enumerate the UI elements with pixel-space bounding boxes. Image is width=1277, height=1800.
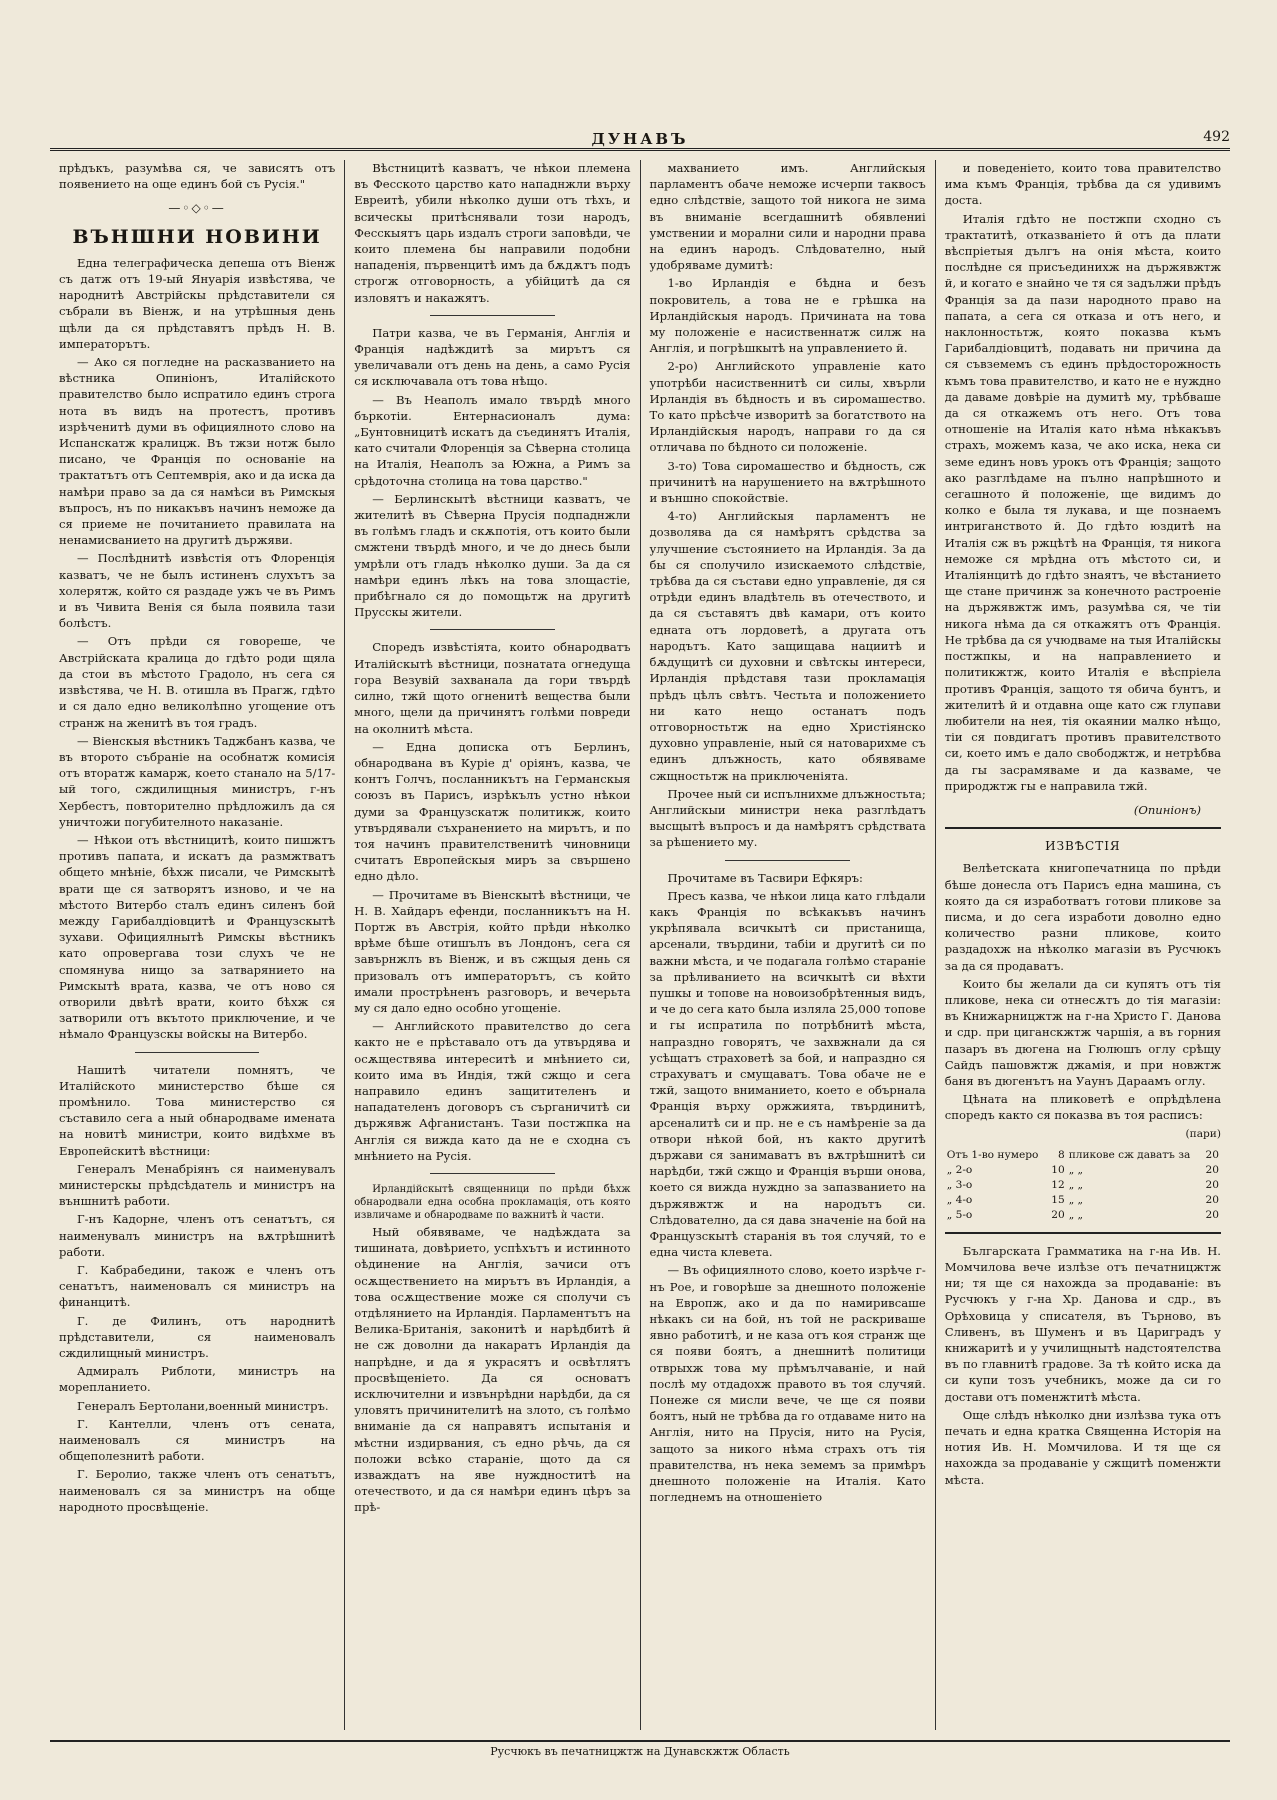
article-paragraph: — Нѣкои отъ вѣстницитѣ, които пишжтъ противъ папата, и искатъ да размжтватъ общето мнѣніе, бѣхж писали, че Римскытѣ врати ще ся затворятъ изново, и че на мѣстото Витербо сталъ единъ силенъ бой между Гарибалдіовцитѣ и Французскытѣ зухави. Официялнытѣ Римскы вѣстникъ като опровергава този слухъ че не спомянува нищо за затварянието на Римскытѣ врата, казва, че отъ ново ся отворили двѣтѣ врати, които бѣхж ся затворили отъ вкътото приключение, и че нѣмало Французскы войскы на Витербо.: [59, 832, 336, 1042]
article-paragraph: — Послѣднитѣ извѣстія отъ Флоренція казватъ, че не былъ истиненъ слухътъ за холерятж, който ся раздаде ужъ че въ Римъ и въ Чивита Венія ся была появила тази болѣстъ.: [59, 551, 336, 631]
column-2: [344, 160, 639, 1730]
article-intro: Прочитаме въ Тасвири Ефкяръ:: [667, 870, 863, 885]
article-paragraph: 4-то) Английскыя парламентъ не дозволява да ся намѣрятъ срѣдства за улучшение състоянието на Ирландія. За да бы ся сполучило изискаемото слѣдствіе, трѣбва да ся състави едно управленіе, дя ся отрѣди единъ владѣтель въ отечеството, и да ся съставятъ двѣ камари, отъ които едната отъ лордоветѣ, а другата отъ народътъ. Като защищава нациитѣ и бѫдущитѣ си духовни и свѣтскы интереси, Ирландія прѣдставя тази прокламація прѣдъ цѣлъ свѣтъ. Честьта и положението ни като нещо останатъ подъ отговорностьтж на едно Христіянско духовно управленіе, ный ся натоварихме съ единъ длъжность, като обявяваме сжщностьтж на приключеніята.: [649, 509, 926, 783]
price-cell: „ „: [1068, 1208, 1084, 1221]
article-paragraph: — Ако ся погледне на расказванието на вѣстника Опиніонъ, Италійското правителство было испратило единъ строга нота въ видъ на протестъ, противъ изрѣченитѣ думи въ официялното слово на Испанскатж кралицж. Въ тжзи нотж было писано, че Франція по основаніе на трактатътъ отъ Септемврія, ако и да иска да намѣри право за да ся намѣси въ Римскыя въпросъ, нъ по никакъвъ начинъ неможе да ся приеме не почитанието правилата на ненамисванието на другитѣ държяви.: [59, 355, 336, 548]
price-cell: „ 2-о: [946, 1163, 973, 1176]
price-cell: Отъ 1-во нумеро: [946, 1148, 1039, 1161]
article-paragraph: Цѣната на пликоветѣ е опрѣдѣлена споредъ както ся показва въ тоя расписъ:: [944, 1092, 1221, 1123]
article-paragraph: 1-во Ирландія е бѣдна и безъ покровитель, а това не е грѣшка на Ирландійскыя народъ. Причината на това му положеніе е насиственнатж силж на Англія, и погрѣшкытѣ на управлението й.: [649, 276, 926, 356]
article-paragraph: — Отъ прѣди ся говореше, че Австрійската кралица до гдѣто роди щяла да стои въ мѣстото Градоло, нъ сега ся извѣстява, че Н. В. отишла въ Прагж, гдѣто и ся дало едно великолѣпно угощение отъ странж на женитѣ въ тоя градъ.: [59, 634, 336, 730]
article-paragraph: — Віенскыя вѣстникъ Таджбанъ казва, че въ второто събраніе на особнатж комисія отъ вторатж камарж, което станало на 5/17-ый того, сждилищныя министръ, г-нъ Хербестъ, повторително прѣдложилъ да ся уничтожи погубителното наказаніе.: [59, 733, 336, 829]
divider-thick: [945, 1232, 1221, 1234]
price-cell: „ „: [1068, 1178, 1084, 1191]
price-cell: пликове сж даватъ за: [1068, 1148, 1191, 1161]
price-cell: 15: [1051, 1193, 1065, 1206]
price-cell: 8: [1057, 1148, 1065, 1161]
divider: [430, 1173, 554, 1174]
price-unit: (пари): [1185, 1127, 1221, 1140]
price-cell: 20: [1205, 1148, 1219, 1161]
article-paragraph: Италія гдѣто не постжпи сходно съ трактатитѣ, отказваніето й отъ да плати вѣспріетыя дългъ на онія мѣста, които послѣдне ся присъединихж на държявжтж й, и когато е знайно че тя ся задължи прѣдъ Франція за да пази народното право на папата, а сега ся отказа и отъ него, и наклонностьтж, която показва къмъ Гарибалдіовцитѣ, подавать ни причина да ся съвземемъ съ единъ прѣдосторожность къмъ това правителство, и като не е нуждно да даваме довѣріе на думитѣ му, трѣбваше да ся откажемъ отъ него. Отъ това отношеніе на Италія като нѣма нѣкакъвъ страхъ, можемъ каза, че ако иска, нека си земе единъ новъ урокъ отъ Франція; защото ако разглѣдаме на пълно напрѣшното и сегашното й положеніе, ще видимъ до колко е была тя лукава, и ще познаемъ интриганството й. До гдѣто юздитѣ на Италія сж въ ржцѣтѣ на Франція, тя никога неможе ся мрѣдна отъ мѣстото си, и Италіянцитѣ до гдѣто знаятъ, че вѣстанието ще стане причинж за конечното растроеніе на държявжтж имъ, разумѣва ся, че тіи никога нѣма да ся откажятъ отъ Франція. Не трѣбва да ся учюдваме на тыя Италійскы постжпкы, и на направлението и политикжтж, които Италія е вѣспріела противъ Франція, защото тя обича бунтъ, и жителитѣ й и отдавна още като сж глупави любители на нея, тія окаянии малко нѣщо, тіи ся повдигатъ противъ правителството си, което имъ е дало свободжтж, и нетрѣбва да гы засрамяваме и да казваме, че природжтж гы е направила тжй.: [944, 211, 1221, 793]
page-number: 492: [1203, 129, 1230, 145]
article-paragraph: 3-то) Това сиромашество и бѣдность, сж причинитѣ на нарушението на вѫтрѣшното и външно спокойствіе.: [649, 458, 926, 506]
price-table: [945, 1148, 1221, 1223]
divider: [135, 1052, 259, 1053]
divider: [430, 629, 554, 630]
divider: [725, 860, 849, 861]
article-paragraph: Нашитѣ читатели помнятъ, че Италійското министерство бѣше ся промѣнило. Това министерство ся съставило сега а ный обнародваме имената на новитѣ министри, които видѣхме въ Европейскитѣ вѣстници:: [59, 1062, 336, 1158]
article-paragraph: Които бы желали да си купятъ отъ тія пликове, нека си отнесѫтъ до тія магазіи: въ Книжарницжтж на г-на Христо Г. Данова и сдр. при циганскжтж чаршія, а въ горния пазаръ въ дюгена на Гюлюшъ оглу срѣщу Сайдъ пашовжтж джамія, и при новжтж баня въ дюгенътъ на Уаунъ Дараамъ оглу.: [944, 976, 1221, 1088]
ornament-divider: —◦◇◦—: [168, 201, 226, 216]
article-paragraph: — Берлинскытѣ вѣстници казватъ, че жителитѣ въ Сѣверна Прусія подпаднжли въ голѣмъ гладъ и скѫпотія, отъ които были смжтени твърдѣ много, и че до днесь были умрѣли отъ гладъ нѣколко души. За да ся намѣри единъ лѣкъ на това злощастіе, прибѣгнало ся до помощьтж на другитѣ Прусскы жители.: [354, 491, 631, 620]
columns: [50, 160, 1230, 1730]
price-row: [945, 1148, 1221, 1163]
article-paragraph: Още слѣдъ нѣколко дни излѣзва тука отъ печать и една кратка Священна Исторія на нотия Ив. Н. Момчилова. И тя ще ся нахожда за продаваніе у сжщитѣ поменжти мѣста.: [944, 1407, 1221, 1487]
article-paragraph: — Прочитаме въ Віенскытѣ вѣстници, че Н. В. Хайдаръ ефенди, посланникътъ на Н. Портж въ Австрія, който прѣди нѣколко врѣме бѣше отишълъ въ Лондонъ, сега ся завърнжлъ въ Віенж, и въ сжщыя день ся призовалъ отъ императорътъ, съ който имали прострѣненъ разговоръ, и вечерьта му ся дало едно особно угощеніе.: [354, 887, 631, 1015]
divider: [430, 315, 554, 316]
article-paragraph: Ный обявяваме, че надѣждата за тишината, довѣрието, успѣхътъ и истинното оѣдинение на Англія, зачиси отъ осѫществението на мирътъ въ Ирландія, а това осѫществение може ся сполучи съ отдѣлянието на Ирландія. Парламентътъ на Велика-Британія, законитѣ и нарѣдбитѣ й не сж доволни да накаратъ Ирландія да напрѣдне, и да я украсятъ и освѣтлятъ просвѣщеніето. Да ся основатъ исключителни и извънрѣдни нарѣдби, да ся уловятъ причинителитѣ на злото, съ голѣмо вниманіе да ся направятъ испытанія и мѣстни издирвания, съ едно рѣчь, да ся положи всѣко стараніе, щото да ся изваждатъ на яве нуждноститѣ на отечеството, и да ся намѣри единъ цѣръ за прѣ-: [354, 1224, 631, 1515]
column-3: [640, 160, 935, 1730]
source-signature: (Опиніонъ): [1133, 802, 1201, 817]
article-paragraph: Една телеграфическа депеша отъ Віенж съ датж отъ 19-ый Януарія извѣстява, че народнитѣ Австрійскы прѣдставители ся събрали въ Віенж, и на утрѣшныя день щѣли да ся прѣдставятъ прѣдъ Н. В. императорътъ.: [59, 255, 336, 351]
article-paragraph: Генералъ Менабріянъ ся наименувалъ министерскы прѣдсѣдатель и министръ на външнитѣ работи.: [59, 1161, 336, 1209]
price-cell: „ 5-о: [946, 1208, 973, 1221]
price-cell: 12: [1051, 1178, 1065, 1191]
price-cell: „ „: [1068, 1163, 1084, 1176]
article-paragraph: Г-нъ Кадорне, членъ отъ сенатътъ, ся наименувалъ министръ на вѫтрѣшнитѣ работи.: [59, 1212, 336, 1259]
divider-thick: [945, 827, 1221, 829]
article-paragraph: — Английското правителство до сега както не е прѣставало отъ да утвърдява и осѫществява интереситѣ и мнѣнието си, които има въ Индія, тжй сжщо и сега направило единъ защитителенъ и нападателенъ договоръ съ сърганичитѣ си държявж Афганистанъ. Тази постжпка на Англія ся вижда като да не е сходна съ мнѣнието на Русія.: [354, 1019, 631, 1163]
prefatory-note: Ирландійскытѣ священници по прѣди бѣхж обнародвали една особна прокламація, отъ която извличаме и обнародваме по важнитѣ ѝ части.: [354, 1183, 631, 1221]
page-header: [50, 126, 1230, 151]
article-paragraph: 2-ро) Английското управленіе като употрѣби насиственнитѣ си силы, хвърли Ирландія въ бѣдность и въ сиромашество. То като прѣсѣче изворитѣ за богатството на Ирландійскыя народъ, направи го да ся отличава по бѣдното си положеніе.: [649, 359, 926, 455]
article-paragraph: Г. де Филинъ, отъ народнитѣ прѣдставители, ся наименовалъ сждилищный министръ.: [59, 1313, 336, 1361]
notices-title: ИЗВѢСТІЯ: [1045, 839, 1121, 854]
price-cell: 10: [1051, 1163, 1065, 1176]
price-cell: 20: [1051, 1208, 1065, 1221]
price-row: [945, 1193, 1221, 1208]
article-paragraph: Вѣстницитѣ казватъ, че нѣкои племена въ Фесското царство като нападнжли върху Евреитѣ, убили нѣколко души отъ тѣхъ, и всическы притѣснявали този народъ, Фесскыятъ царь издалъ строги заповѣди, че които племена бы направили подобни нападенія, първенцитѣ имъ да бѫдѫтъ подъ строгж отговорность, а убійцитѣ да ся изловятъ и накажятъ.: [354, 161, 631, 305]
price-cell: „ 3-о: [946, 1178, 973, 1191]
column-1: [50, 160, 344, 1730]
article-paragraph: Адмиралъ Риблоти, министръ на морепланието.: [59, 1364, 336, 1395]
price-row: [945, 1163, 1221, 1178]
price-cell: 20: [1205, 1178, 1219, 1191]
article-paragraph: Споредъ извѣстіята, които обнародватъ Италійскытѣ вѣстници, познатата огнедуща гора Везувій захванала да гори твърдѣ силно, тжй щото огненитѣ вещества были много, щели да причинятъ голѣми повреди на околнитѣ мѣста.: [354, 640, 631, 736]
article-paragraph: Г. Кантелли, членъ отъ сената, наименовалъ ся министръ на общеполезнитѣ работи.: [59, 1416, 336, 1464]
article-paragraph: махванието имъ. Английскыя парламентъ обаче неможе исчерпи таквосъ едно слѣдствіе, защото той никога не зима въ вниманіе всегдашнитѣ обявлениi умствении и морални сили и народни права на единъ народъ. Слѣдователно, ный удобряваме думитѣ:: [649, 161, 926, 273]
article-paragraph: Генералъ Бертолани,военный министръ.: [77, 1398, 329, 1413]
article-paragraph: Г. Кабрабедини, також е членъ отъ сенатътъ, наименовалъ ся министръ на финанцитѣ.: [59, 1263, 336, 1310]
article-paragraph: Велѣетската книгопечатница по прѣди бѣше донесла отъ Парисъ една машина, съ която да ся изработватъ готови пликове за писма, и до сега изработи доволно едно количество разни пликове, които раздадохж на нѣколко магазіи въ Русчюкъ за да ся продаватъ.: [944, 861, 1221, 973]
article-paragraph: — Въ Неаполъ имало твърдѣ много бъркотіи. Ентернасионалъ дума: „Бунтовницитѣ искатъ да съединятъ Италія, като считали Флоренція за Сѣверна столица на Италія, Неаполъ за Южна, а Римъ за срѣдоточна столица на това царство.": [354, 392, 631, 488]
price-row: [945, 1208, 1221, 1223]
price-cell: „ „: [1068, 1193, 1084, 1206]
imprint-footer: Русчюкъ въ печатницжтж на Дунавскжтж Область: [50, 1740, 1230, 1758]
section-heading: ВЪНШНИ НОВИНИ: [72, 225, 322, 248]
price-cell: 20: [1205, 1208, 1219, 1221]
masthead: ДУНАВЪ: [591, 130, 689, 148]
price-row: [945, 1178, 1221, 1193]
article-paragraph: Пресъ казва, че нѣкои лица като глѣдали какъ Франція по всѣкакъвъ начинъ укрѣпявала всичкытѣ си пристанища, арсенали, твърдини, табіи и другитѣ си по важни мѣста, и че подагала голѣмо стараніе за прѣливанието на всичкытѣ си вѣхти пушкы и топове на новоизобрѣтенныя видъ, и че до сега като была изляла 25,000 топове и гы испратила по потрѣбнитѣ мѣста, напраздно говорятъ, че захвжнали да ся усѣщатъ страховетѣ за бой, и напраздно ся страхуватъ и смущаватъ. Това обаче не е тжй, защото вниманието, което е обърнала Франція върху оржжията, твърдинитѣ, арсеналитѣ си и пр. не е съ намѣреніе за да отвори нѣкой бой, нъ както другитѣ държави ся занимаватъ въ вѫтрѣшнитѣ си нарѣдби, тжй сжщо и Франція върши онова, което ся вижда нуждно за запазванието на държявжтж и на народътъ си. Слѣдователно, да ся дава значеніе на бой на Французскытѣ старанія въ тоя случяй, то е една чиста клевета.: [649, 888, 926, 1260]
article-paragraph: Патри казва, че въ Германія, Англія и Франція надѣждитѣ за мирътъ ся увеличавали отъ день на день, а само Русія ся исключавала отъ това нѣщо.: [354, 325, 631, 389]
article-paragraph: — Въ официялното слово, което изрѣче г-нъ Рое, и говорѣше за днешното положеніе на Европж, ако и да по намиривсаше нѣкакъ си на бой, нъ той не раскриваше явно работитѣ, и не каза отъ коя странж ще ся появи боятъ, а днешнитѣ политици отврыхж това му прѣмълчаваніе, и най послѣ му отдадохж правото въ тоя случяй. Понеже ся мисли вече, че ще ся появи боятъ, ный не трѣбва да го отдаваме нито на Англія, нито на Прусія, нито на Русія, защото за никого нѣма страхъ отъ тія правителства, нъ нека земемъ за примѣръ днешното положеніе на Италія. Като погледнемъ на отношеніето: [649, 1263, 926, 1505]
continued-paragraph: прѣдъкъ, разумѣва ся, че зависятъ отъ появението на още единъ бой съ Русія.": [59, 161, 336, 192]
article-paragraph: Прочее ный си испълнихме длъжностьта; Английскыи министри нека разглѣдатъ высщытѣ въпросъ и да намѣрятъ срѣдствата за рѣшението му.: [649, 786, 926, 850]
article-paragraph: — Една дописка отъ Берлинъ, обнародвана въ Куріе д' оріянъ, казва, че контъ Голчъ, посланникътъ на Германскыя союзъ въ Парисъ, изрѣкълъ устно нѣкои думи за Французскатж политикж, които утвърдявали съхранението на мирътъ, и по тоя начинъ правителственитѣ чиновници считатъ Европейскыя миръ за свършено едно дѣло.: [354, 739, 631, 884]
price-cell: 20: [1205, 1163, 1219, 1176]
price-cell: „ 4-о: [946, 1193, 973, 1206]
article-paragraph: Българската Грамматика на г-на Ив. Н. Момчилова вече излѣзе отъ печатницжтж ни; тя ще ся нахожда за продаваніе: въ Русчюкъ у г-на Хр. Данова и сдр., въ Орѣховица у списателя, въ Търново, въ Сливенъ, въ Шуменъ и въ Цариградъ у книжаритѣ и у училищнытѣ надстоятелства въ по главнитѣ градове. За тѣ който иска да си купи тозъ учебникъ, може да си го достави отъ поменжтитѣ мѣста.: [944, 1243, 1221, 1404]
article-paragraph: Г. Беролио, также членъ отъ сенатътъ, наименовалъ ся за министръ на обще народното просвѣщеніе.: [59, 1467, 336, 1514]
price-cell: 20: [1205, 1193, 1219, 1206]
article-paragraph: и поведеніето, които това правителство има къмъ Франція, трѣбва да ся удивимъ доста.: [944, 161, 1221, 208]
column-4: [935, 160, 1230, 1730]
